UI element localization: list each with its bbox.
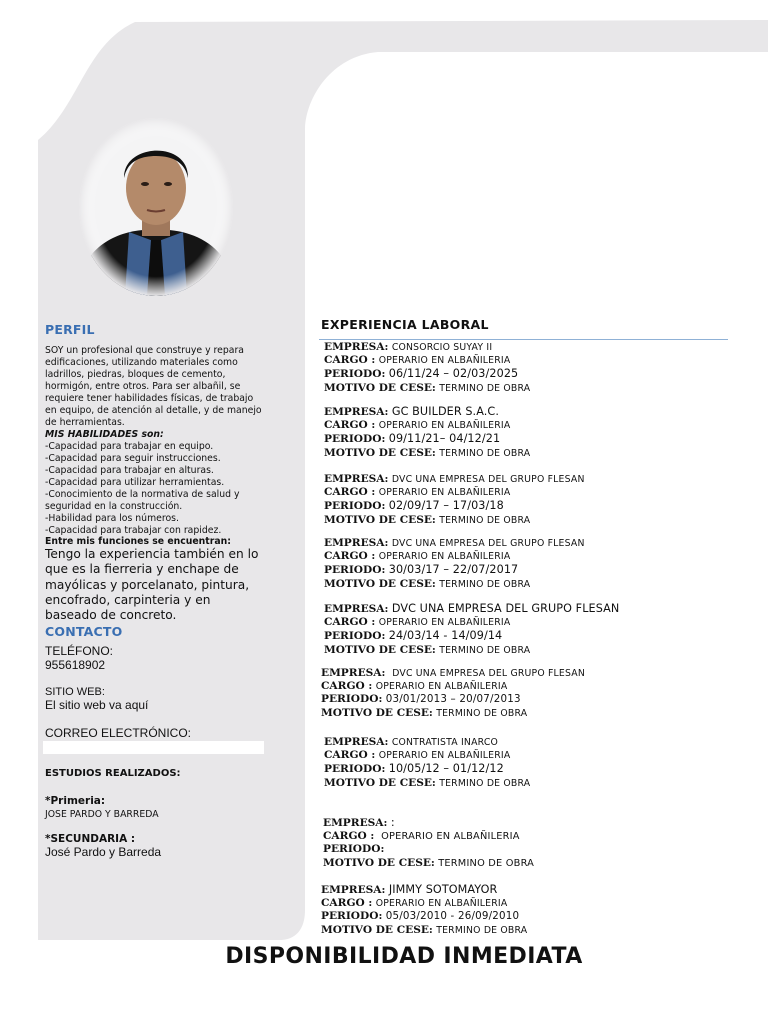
reason-label: MOTIVO DE CESE: xyxy=(321,923,433,936)
functions-heading-label: Entre mis funciones se encuentran: xyxy=(45,536,231,547)
period-label: PERIODO: xyxy=(324,500,386,513)
company-label: EMPRESA: xyxy=(321,667,386,679)
job-entry xyxy=(321,883,721,937)
reason-value: TERMINO DE OBRA xyxy=(439,514,531,526)
company-value: DVC UNA EMPRESA DEL GRUPO FLESAN xyxy=(392,668,585,679)
period-label: PERIODO: xyxy=(324,564,386,577)
company-label: EMPRESA: xyxy=(323,817,388,829)
role-label: CARGO : xyxy=(324,749,376,762)
period-value: 24/03/14 - 14/09/14 xyxy=(388,629,503,643)
skills-heading-label: MIS HABILIDADES son: xyxy=(45,429,164,440)
skill-item: -Capacidad para trabajar en equipo. xyxy=(45,441,214,452)
period-value: 05/03/2010 - 26/09/2010 xyxy=(385,910,520,923)
period-label: PERIODO: xyxy=(321,910,383,923)
role-label: CARGO : xyxy=(324,616,376,629)
job-entry xyxy=(324,473,724,527)
role-label: CARGO : xyxy=(324,419,376,432)
secondary-value: José Pardo y Barreda xyxy=(45,845,162,859)
company-label: EMPRESA: xyxy=(324,603,389,615)
skill-item: -Capacidad para seguir instrucciones. xyxy=(45,453,221,464)
role-label: CARGO : xyxy=(324,550,376,563)
company-value: JIMMY SOTOMAYOR xyxy=(388,883,498,896)
period-label: PERIODO: xyxy=(324,763,386,776)
company-label: EMPRESA: xyxy=(324,473,389,485)
role-label: CARGO : xyxy=(321,897,373,910)
skill-item: -Capacidad para trabajar con rapidez. xyxy=(45,525,222,536)
role-value: OPERARIO EN ALBAÑILERIA xyxy=(381,831,520,843)
functions-text: Tengo la experiencia también en lo que es la fierreria y enchape de mayólicas y porcelanato, pintura, encofrado, carpinteria y en baseado de concreto. xyxy=(45,547,259,623)
web-label: SITIO WEB: xyxy=(45,686,105,698)
role-label: CARGO : xyxy=(324,486,376,499)
reason-value: TERMINO DE OBRA xyxy=(439,777,531,789)
period-label: PERIODO: xyxy=(323,843,385,856)
reason-label: MOTIVO DE CESE: xyxy=(324,776,436,789)
skill-item: -Capacidad para trabajar en alturas. xyxy=(45,465,214,476)
email-field xyxy=(43,741,264,754)
period-value: 03/01/2013 – 20/07/2013 xyxy=(385,693,521,706)
reason-label: MOTIVO DE CESE: xyxy=(323,856,435,869)
period-label: PERIODO: xyxy=(324,433,386,446)
primary-label: *Primeria: xyxy=(45,795,106,807)
company-value: DVC UNA EMPRESA DEL GRUPO FLESAN xyxy=(391,474,585,485)
role-value: OPERARIO EN ALBAÑILERIA xyxy=(378,750,511,762)
job-entry xyxy=(324,602,724,657)
company-value: : xyxy=(390,816,395,829)
secondary-label: *SECUNDARIA : xyxy=(45,833,136,845)
period-value: 06/11/24 – 02/03/2025 xyxy=(388,367,519,381)
period-value: 10/05/12 – 01/12/12 xyxy=(388,762,504,776)
company-label: EMPRESA: xyxy=(324,406,389,418)
reason-value: TERMINO DE OBRA xyxy=(438,857,535,869)
web-value[interactable]: El sitio web va aquí xyxy=(45,698,149,712)
company-value: GC BUILDER S.A.C. xyxy=(391,405,499,418)
reason-label: MOTIVO DE CESE: xyxy=(324,513,436,526)
role-value: OPERARIO EN ALBAÑILERIA xyxy=(378,420,511,432)
reason-value: TERMINO DE OBRA xyxy=(439,578,531,590)
reason-label: MOTIVO DE CESE: xyxy=(324,381,436,394)
experience-title: EXPERIENCIA LABORAL xyxy=(321,317,489,332)
skill-item: -Habilidad para los números. xyxy=(45,513,179,524)
period-value: 02/09/17 – 17/03/18 xyxy=(388,499,504,513)
reason-label: MOTIVO DE CESE: xyxy=(324,577,436,590)
role-value: OPERARIO EN ALBAÑILERIA xyxy=(378,617,511,629)
job-entry xyxy=(323,816,723,870)
phone-value: 955618902 xyxy=(45,658,106,672)
role-value: OPERARIO EN ALBAÑILERIA xyxy=(375,898,508,910)
company-value: DVC UNA EMPRESA DEL GRUPO FLESAN xyxy=(391,538,585,549)
company-label: EMPRESA: xyxy=(321,884,386,896)
skill-item: -Conocimiento de la normativa de salud y seguridad en la construcción. xyxy=(45,489,240,512)
reason-label: MOTIVO DE CESE: xyxy=(321,706,433,719)
phone-label: TELÉFONO: xyxy=(45,644,114,658)
period-label: PERIODO: xyxy=(324,630,386,643)
job-entry xyxy=(324,341,724,395)
reason-label: MOTIVO DE CESE: xyxy=(324,446,436,459)
reason-value: TERMINO DE OBRA xyxy=(439,644,531,656)
job-entry xyxy=(324,537,724,591)
studies-heading: ESTUDIOS REALIZADOS: xyxy=(45,768,181,779)
role-value: OPERARIO EN ALBAÑILERIA xyxy=(378,355,511,367)
period-value: 09/11/21– 04/12/21 xyxy=(388,432,501,446)
role-value: OPERARIO EN ALBAÑILERIA xyxy=(378,551,511,563)
company-label: EMPRESA: xyxy=(324,736,389,748)
profile-photo xyxy=(79,118,233,296)
role-value: OPERARIO EN ALBAÑILERIA xyxy=(378,487,511,499)
skills-heading xyxy=(45,429,263,441)
availability-banner: DISPONIBILIDAD INMEDIATA xyxy=(225,944,583,969)
company-value: CONSORCIO SUYAY II xyxy=(391,342,493,353)
skill-item: -Capacidad para utilizar herramientas. xyxy=(45,477,225,488)
period-value: 30/03/17 – 22/07/2017 xyxy=(388,563,519,577)
experience-divider xyxy=(319,339,728,340)
reason-value: TERMINO DE OBRA xyxy=(436,924,528,936)
role-value: OPERARIO EN ALBAÑILERIA xyxy=(375,681,508,693)
period-label: PERIODO: xyxy=(321,693,383,706)
company-label: EMPRESA: xyxy=(324,537,389,549)
reason-value: TERMINO DE OBRA xyxy=(439,382,531,394)
profile-text: SOY un profesional que construye y repara edificaciones, utilizando materiales como ladrillos, piedras, bloques de cemento, hormigón, entre otros. Para ser albañil, se requiere tener habilidades físicas, de trabajo en equipo, de atención al detalle, y de manejo de herramientas. xyxy=(45,345,262,428)
company-value: CONTRATISTA INARCO xyxy=(391,737,499,748)
contact-heading: CONTACTO xyxy=(45,624,123,639)
profile-heading: PERFIL xyxy=(45,322,95,337)
reason-value: TERMINO DE OBRA xyxy=(439,447,531,459)
skills-list xyxy=(45,441,265,537)
job-entry xyxy=(324,405,724,460)
email-label: CORREO ELECTRÓNICO: xyxy=(45,726,192,740)
reason-label: MOTIVO DE CESE: xyxy=(324,643,436,656)
job-entry xyxy=(324,736,724,790)
reason-value: TERMINO DE OBRA xyxy=(436,707,528,719)
job-entry xyxy=(321,667,721,720)
role-label: CARGO : xyxy=(324,354,376,367)
company-value: DVC UNA EMPRESA DEL GRUPO FLESAN xyxy=(391,602,620,615)
primary-value: JOSE PARDO Y BARREDA xyxy=(45,809,159,820)
period-label: PERIODO: xyxy=(324,368,386,381)
role-label: CARGO : xyxy=(323,830,375,843)
role-label: CARGO : xyxy=(321,680,373,693)
company-label: EMPRESA: xyxy=(324,341,389,353)
